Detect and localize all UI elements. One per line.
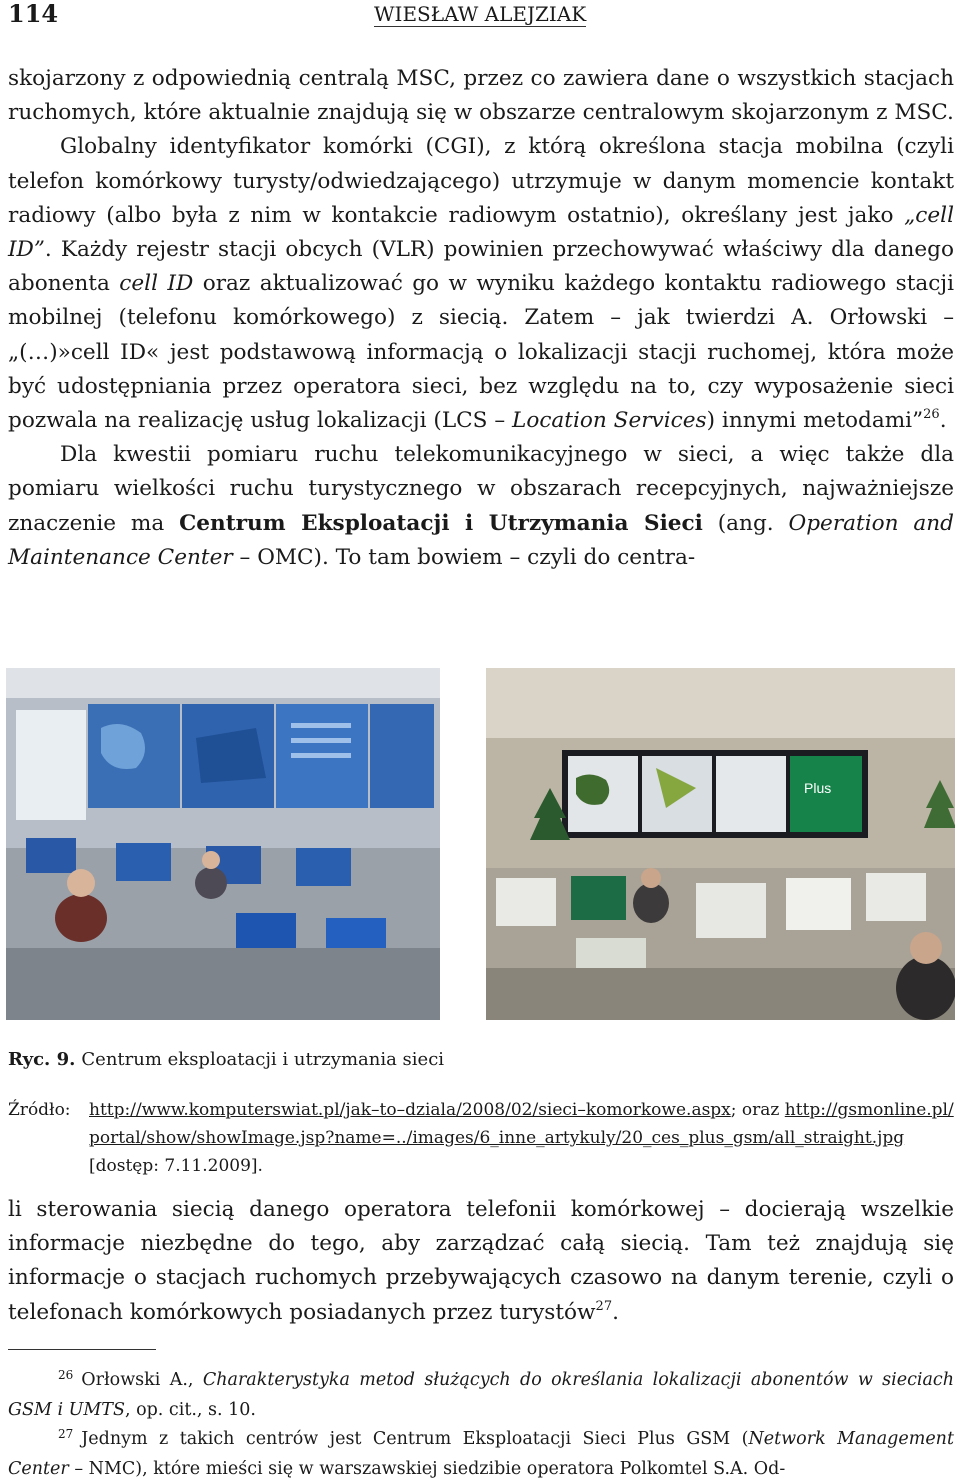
footnote-26 bbox=[8, 1360, 954, 1425]
footnote-27-number: 27 bbox=[58, 1427, 74, 1441]
footnote-26-title: Charakterystyka metod służących do określania lokalizacji abonentów w sieciach GSM i UMTS bbox=[8, 1370, 954, 1420]
footnote-separator bbox=[8, 1349, 156, 1350]
photo-left-illustration bbox=[6, 668, 440, 1020]
figure-source bbox=[8, 1096, 954, 1180]
p2-text-3: oraz aktualizować go w wyniku każdego kontaktu radiowego stacji mobilnej (telefonu komórkowego) z siecią. Zatem – jak twierdzi A. Orłowski – „(…)»cell ID« jest podstawową informacją o lokalizacji stacji ruchomej, która może być udostępniania przez operatora sieci, bez względu na to, czy wyposażenie sieci pozwala na realizację usług lokalizacji (LCS – bbox=[8, 271, 954, 434]
p2-cell-id-term: „cell ID” bbox=[8, 202, 954, 263]
footnote-27 bbox=[8, 1419, 954, 1484]
source-label: Źródło: bbox=[8, 1100, 71, 1120]
paragraph-2 bbox=[8, 130, 954, 438]
source-link-2[interactable]: http://gsmonline.pl/portal/show/showImage.jsp?name=../images/6_inne_artykuly/20_ces_plus_gsm/all_straight.jpg bbox=[89, 1100, 954, 1148]
p2-cell-id-term-2: cell ID bbox=[119, 271, 194, 297]
p3-italic-term: Operation and Maintenance Center bbox=[8, 510, 954, 570]
footnote-ref-27[interactable]: 27 bbox=[595, 1298, 613, 1314]
p2-text-2: . Każdy rejestr stacji obcych (VLR) powinien przechowywać właściwy dla danego abonenta bbox=[8, 237, 954, 297]
p2-text-5: . bbox=[939, 408, 947, 434]
photo-plus-sign: Plus bbox=[804, 780, 832, 796]
source-link-1[interactable]: http://www.komputerswiat.pl/jak–to–dziala/2008/02/sieci–komorkowe.aspx bbox=[89, 1100, 731, 1120]
body-text-bottom bbox=[8, 1193, 954, 1330]
p4-text: li sterowania siecią danego operatora telefonii komórkowej – docierają wszelkie informacje niezbędne do tego, aby zarządzać całą siecią. Tam też znajdują się informacje o stacjach ruchomych przebywających czasowo na danym terenie, czyli o telefonach komórkowych posiadanych przez turystów bbox=[8, 1197, 954, 1325]
p3-text-3: – OMC). To tam bowiem – czyli do centra- bbox=[232, 544, 696, 570]
body-text-top bbox=[8, 62, 954, 575]
p2-lcs-term: Location Services bbox=[512, 408, 707, 434]
page-number: 114 bbox=[8, 0, 59, 28]
p4-end: . bbox=[612, 1299, 619, 1325]
source-separator: ; oraz bbox=[730, 1100, 785, 1120]
p3-bold-term: Centrum Eksploatacji i Utrzymania Sieci bbox=[179, 510, 703, 536]
running-head-author: WIESŁAW ALEJZIAK bbox=[374, 2, 587, 26]
figure-photos bbox=[6, 668, 955, 1020]
footnote-26-author: Orłowski A., bbox=[81, 1370, 203, 1390]
paragraph-3 bbox=[8, 438, 954, 575]
footnote-26-number: 26 bbox=[58, 1368, 74, 1382]
p2-text-1: Globalny identyfikator komórki (CGI), z którą określona stacja mobilna (czyli telefon komórkowy turysty/odwiedzającego) utrzymuje w danym momencie kontakt radiowy (albo była z nim w kontakcie radiowym ostatnio), określany jest jako bbox=[8, 134, 954, 228]
footnote-26-tail: , op. cit., s. 10. bbox=[124, 1400, 256, 1420]
footnote-26-marker bbox=[58, 1360, 73, 1395]
figure-caption-text: Centrum eksploatacji i utrzymania sieci bbox=[81, 1049, 445, 1070]
footnote-27-italic: Network Management Center bbox=[8, 1429, 954, 1479]
photo-right-illustration bbox=[486, 668, 955, 1020]
footnote-27-marker bbox=[58, 1419, 73, 1454]
source-access-date: [dostęp: 7.11.2009]. bbox=[89, 1156, 263, 1176]
p2-text-4: ) innymi metodami” bbox=[706, 408, 924, 434]
p3-text-2: (ang. bbox=[702, 510, 789, 536]
figure-caption bbox=[8, 1048, 444, 1072]
footnote-27-text-1: Jednym z takich centrów jest Centrum Eksploatacji Sieci Plus GSM ( bbox=[81, 1429, 749, 1449]
footnote-ref-26[interactable]: 26 bbox=[923, 407, 940, 423]
paragraph-4 bbox=[8, 1193, 954, 1330]
figure-label: Ryc. 9. bbox=[8, 1049, 76, 1070]
photo-control-room-right bbox=[486, 668, 955, 1020]
footnote-27-text-2: – NMC), które mieści się w warszawskiej siedzibie operatora Polkomtel S.A. Od- bbox=[68, 1459, 786, 1479]
running-header bbox=[8, 0, 952, 30]
paragraph-1: skojarzony z odpowiednią centralą MSC, przez co zawiera dane o wszystkich stacjach ruchomych, które aktualnie znajdują się w obszarze centralowym skojarzonym z MSC. bbox=[8, 66, 954, 126]
source-text bbox=[89, 1096, 954, 1180]
p3-text-1: Dla kwestii pomiaru ruchu telekomunikacyjnego w sieci, a więc także dla pomiaru wielkości ruchu turystycznego w obszarach recepcyjnych, najważniejsze znaczenie ma bbox=[8, 442, 954, 536]
photo-control-room-left bbox=[6, 668, 440, 1020]
